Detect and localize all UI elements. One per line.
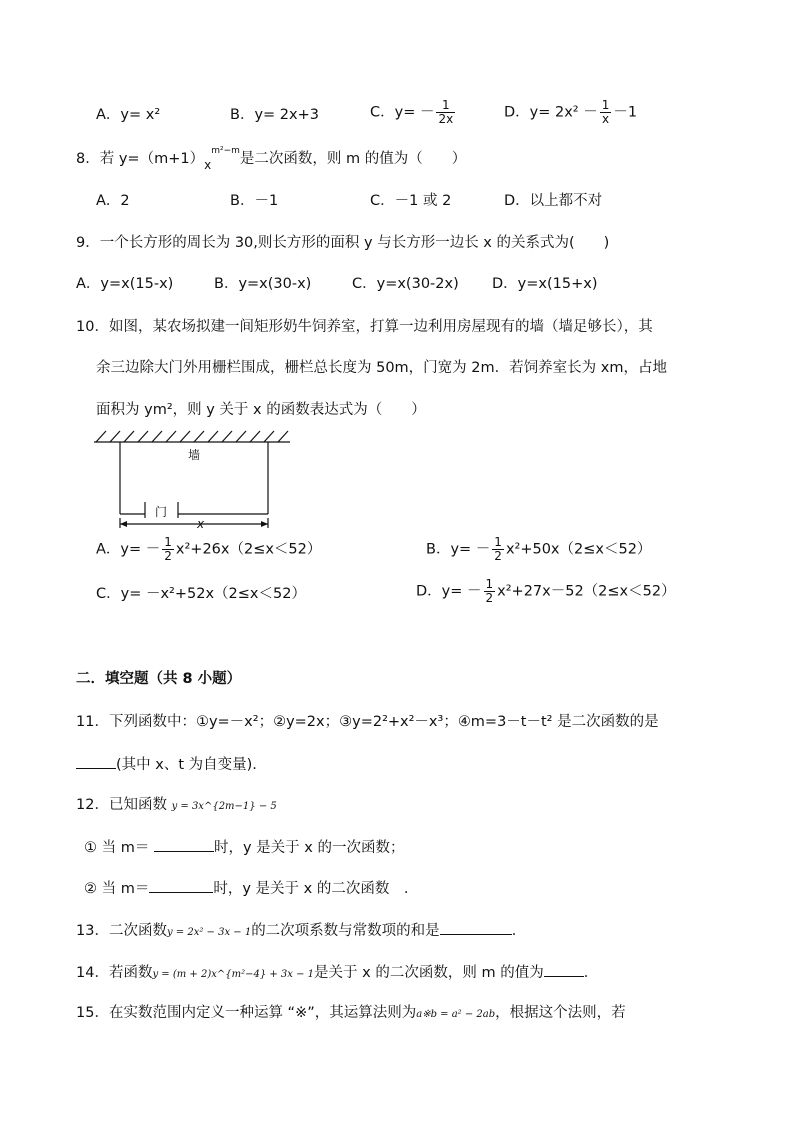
q14-formula: y = (m + 2)x^{m²−4} + 3x − 1 [152, 969, 315, 980]
q11-answer-blank[interactable] [76, 754, 116, 769]
q14-answer-blank[interactable] [544, 962, 584, 977]
q8-text-b: 是二次函数，则 m 的值为（ ） [239, 151, 467, 167]
wall-label: 墙 [188, 448, 201, 462]
q11-line-1: 11．下列函数中：①y=－x²；②y=2x；③y=2²+x²－x³；④m=3－t－t² 是二次函数的是 [76, 714, 659, 730]
q10-option-a-suffix: x²+26x（2≤x＜52） [175, 541, 322, 558]
q12-item-2-text-b: 时，y 是关于 x 的二次函数 . [213, 881, 409, 897]
q10-option-c: C．y= －x²+52x（2≤x＜52） [96, 586, 306, 602]
q8-option-d: D．以上都不对 [504, 193, 603, 209]
q12-item-1-text-a: ① 当 m＝ [84, 840, 150, 856]
fraction-numerator: 1 [436, 99, 455, 113]
q10-figure [90, 428, 295, 536]
q13-formula: y = 2x² − 3x − 1 [166, 927, 252, 938]
fraction-denominator: 2 [485, 591, 494, 605]
fraction-numerator: 1 [485, 577, 494, 591]
q7-option-a: A．y= x² [96, 107, 161, 123]
q13-text-c: ． [511, 923, 527, 939]
q12-stem [76, 795, 277, 817]
wall-hatching [96, 431, 288, 442]
q10-option-a-prefix: A．y= － [96, 541, 161, 558]
fraction-denominator: 2 [494, 549, 502, 563]
q7-option-d-prefix: D．y= 2x² － [504, 104, 598, 121]
door-label: 门 [155, 505, 168, 519]
q14-stem [76, 962, 598, 985]
q12-item-1 [84, 837, 404, 858]
q7-option-d [504, 99, 637, 126]
q10-line-3: 面积为 ym²，则 y 关于 x 的函数表达式为（ ） [96, 402, 426, 418]
q7-option-d-fraction [600, 99, 612, 126]
q8-stem [76, 146, 467, 172]
q12-formula: y = 3x^{2m−1} − 5 [171, 801, 277, 812]
q9-option-d: D．y=x(15+x) [492, 276, 598, 292]
x-dimension-label: x [197, 517, 205, 531]
q7-option-d-suffix: －1 [613, 104, 638, 121]
q10-option-a-fraction [162, 536, 174, 563]
q12-item-2-blank[interactable] [149, 878, 213, 893]
q13-text-a: 13．二次函数 [76, 923, 167, 939]
arrow-left-icon [120, 521, 127, 527]
q14-text-b: 是关于 x 的二次函数，则 m 的值为 [314, 965, 544, 981]
q15-formula: a※b = a² − 2ab [416, 1009, 496, 1020]
q9-option-a: A．y=x(15-x) [76, 276, 174, 292]
q15-stem [76, 1003, 626, 1025]
section-2-title: 二．填空题（共 8 小题） [76, 671, 242, 687]
q8-option-a: A．2 [96, 193, 130, 209]
q7-option-c-fraction [436, 99, 455, 126]
q13-text-b: 的二次项系数与常数项的和是 [251, 923, 440, 939]
q12-item-1-blank[interactable] [154, 837, 214, 852]
q10-option-b-fraction [492, 536, 504, 563]
q10-option-d-suffix: x²+27x－52（2≤x＜52） [497, 583, 676, 600]
q15-text-b: ，根据这个法则，若 [495, 1005, 626, 1021]
q13-answer-blank[interactable] [440, 920, 512, 935]
q7-option-c [370, 99, 457, 126]
q10-option-b-suffix: x²+50x（2≤x＜52） [505, 541, 652, 558]
fraction-denominator: 2 [164, 549, 172, 563]
q12-item-2 [84, 878, 408, 899]
q12-item-2-text-a: ② 当 m＝ [84, 881, 150, 897]
q10-option-b-prefix: B．y= － [426, 541, 491, 558]
q10-option-d-prefix: D．y= － [416, 583, 482, 600]
q10-line-2: 余三边除大门外用栅栏围成，栅栏总长度为 50m，门宽为 2m．若饲养室长为 xm，占地 [96, 360, 667, 376]
fraction-numerator: 1 [601, 98, 610, 112]
q13-stem [76, 920, 526, 943]
q7-option-c-prefix: C．y= － [370, 104, 435, 121]
q9-option-b: B．y=x(30-x) [214, 276, 312, 292]
q10-option-a [96, 536, 321, 563]
fraction-denominator: 2x [438, 112, 454, 126]
q8-exponent: m²−m [211, 146, 240, 157]
q10-option-d [416, 578, 676, 605]
q8-option-c: C．－1 或 2 [370, 193, 452, 209]
fraction-numerator: 1 [494, 535, 502, 549]
q11-line-2-text: (其中 x、t 为自变量). [116, 757, 257, 773]
fraction-numerator: 1 [164, 535, 172, 549]
q9-option-c: C．y=x(30-2x) [352, 276, 459, 292]
q8-text-a: 8．若 y=（m+1） [76, 151, 205, 167]
q12-item-1-text-b: 时，y 是关于 x 的一次函数； [213, 840, 405, 856]
q11-line-2 [76, 754, 257, 775]
q9-stem: 9．一个长方形的周长为 30,则长方形的面积 y 与长方形一边长 x 的关系式为( ) [76, 235, 610, 251]
fraction-denominator: x [602, 112, 610, 126]
q8-base: x [204, 158, 212, 172]
q8-option-b: B．－1 [230, 193, 279, 209]
q14-text-c: ． [583, 965, 599, 981]
q10-option-d-fraction [484, 578, 496, 605]
q14-text-a: 14．若函数 [76, 965, 153, 981]
q10-line-1: 10．如图，某农场拟建一间矩形奶牛饲养室，打算一边利用房屋现有的墙（墙足够长），其 [76, 319, 653, 335]
q15-text-a: 15．在实数范围内定义一种运算 “※”，其运算法则为 [76, 1005, 417, 1021]
q10-option-b [426, 536, 651, 563]
q12-text: 12．已知函数 [76, 797, 167, 813]
arrow-right-icon [261, 521, 268, 527]
q7-option-b: B．y= 2x+3 [230, 107, 319, 123]
